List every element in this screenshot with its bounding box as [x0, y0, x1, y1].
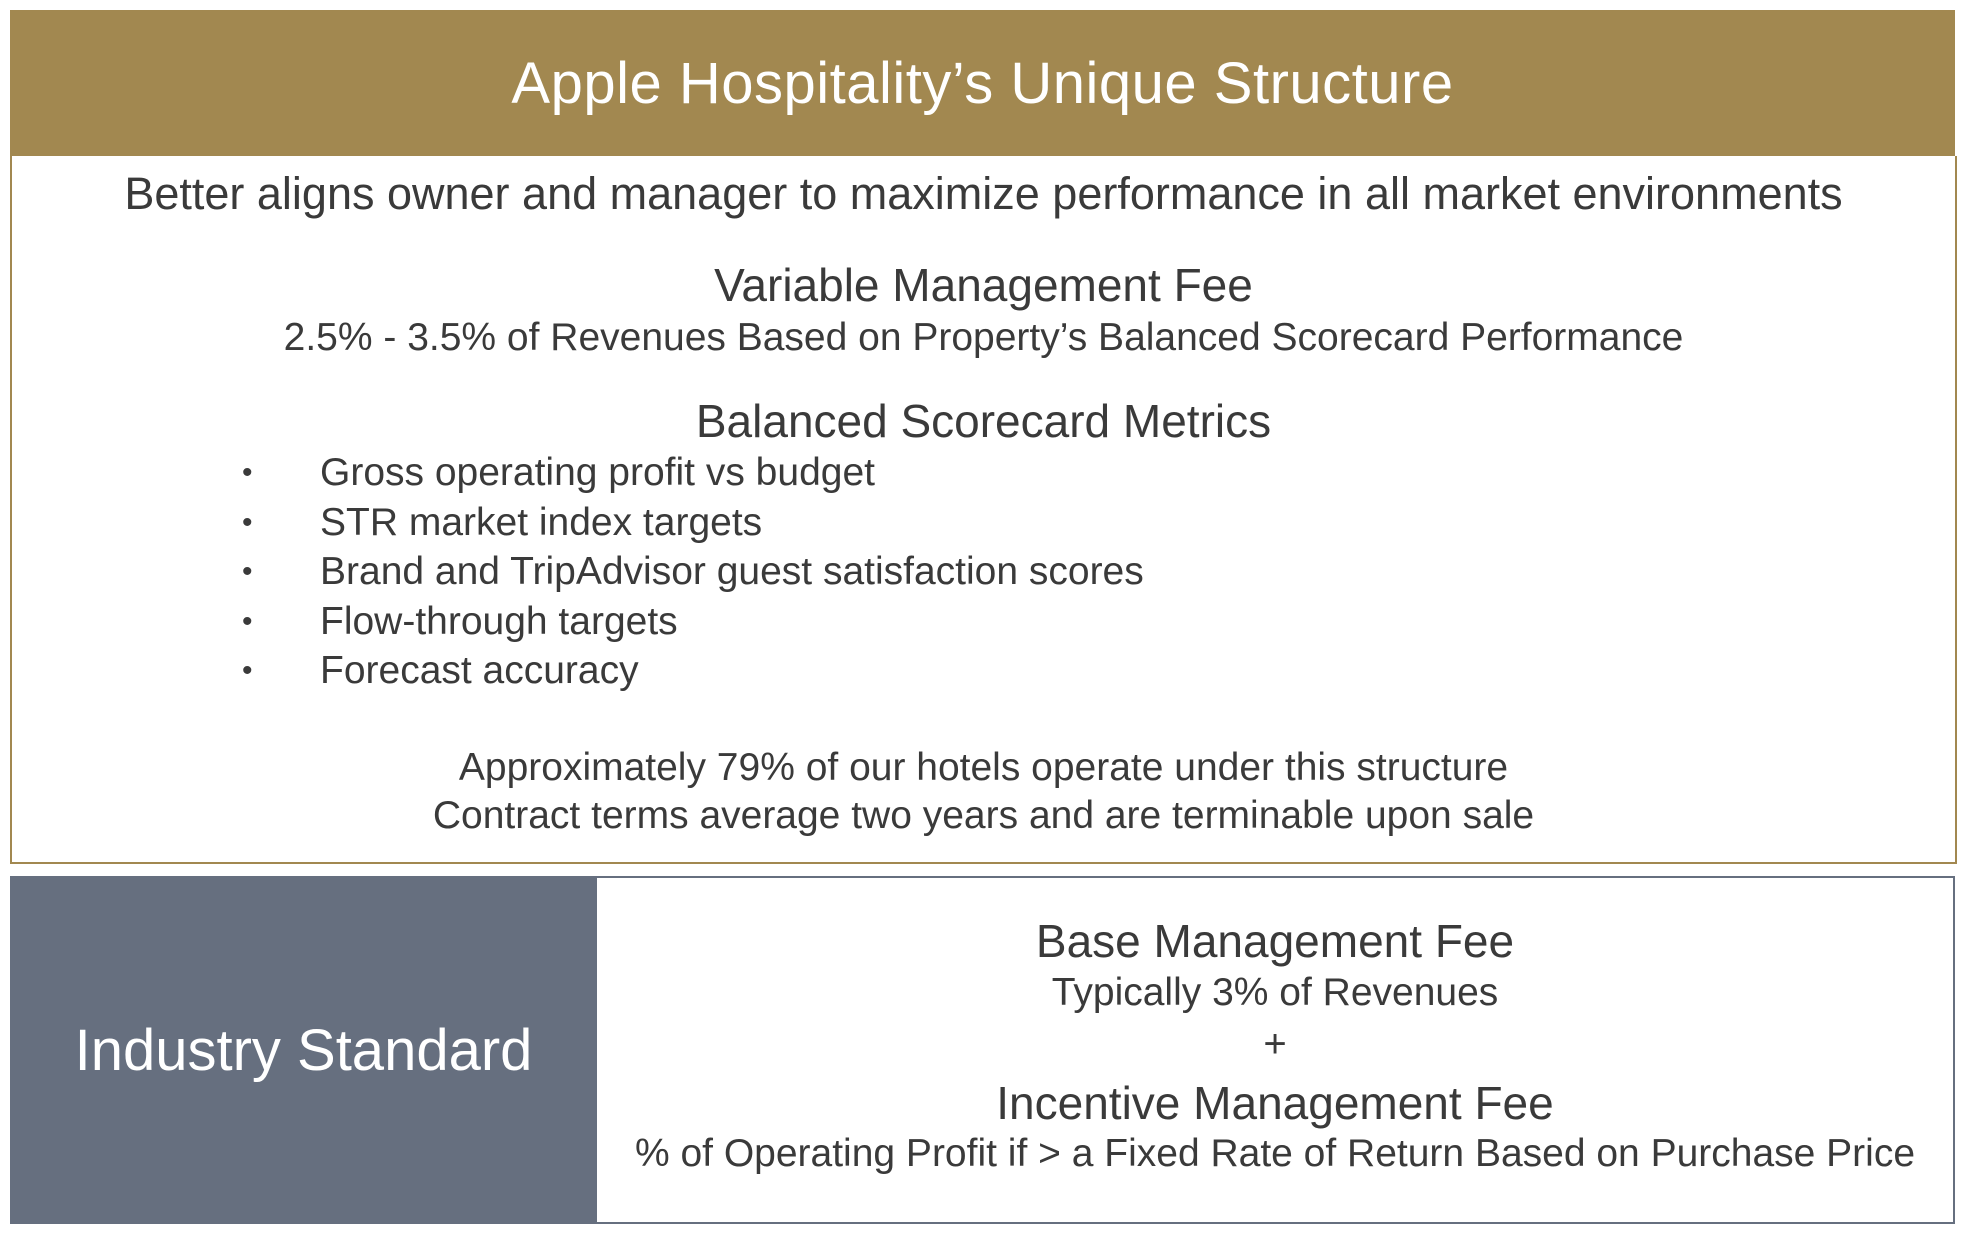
metric-label: Gross operating profit vs budget: [320, 451, 875, 494]
industry-fees-panel: [597, 876, 1955, 1224]
hotels-share-note: Approximately 79% of our hotels operate under this structure: [458, 746, 1509, 789]
list-item: [242, 448, 1144, 498]
apple-structure-panel: [10, 156, 1957, 864]
metric-label: Forecast accuracy: [320, 649, 639, 692]
base-fee-description: Typically 3% of Revenues: [1051, 971, 1499, 1014]
bullet-icon: •: [242, 456, 253, 489]
industry-standard-panel: [10, 876, 597, 1224]
tagline: Better aligns owner and manager to maximize performance in all market environments: [124, 168, 1843, 219]
list-item: [242, 498, 1144, 548]
list-item: [242, 597, 1144, 647]
incentive-fee-description: % of Operating Profit if > a Fixed Rate of Return Based on Purchase Price: [634, 1132, 1916, 1175]
scorecard-metrics-list: [242, 448, 1144, 696]
metric-label: Flow-through targets: [320, 599, 678, 643]
bullet-icon: •: [242, 604, 253, 638]
list-item: [242, 547, 1144, 597]
incentive-fee-heading: Incentive Management Fee: [996, 1077, 1554, 1129]
variable-fee-heading: Variable Management Fee: [714, 259, 1253, 311]
bullet-icon: •: [242, 654, 253, 687]
scorecard-heading: Balanced Scorecard Metrics: [695, 395, 1272, 447]
page-title: Apple Hospitality’s Unique Structure: [511, 50, 1454, 116]
bullet-icon: •: [242, 555, 253, 588]
bullet-icon: •: [242, 505, 253, 539]
contract-terms-note: Contract terms average two years and are terminable upon sale: [432, 794, 1535, 837]
metric-label: Brand and TripAdvisor guest satisfaction scores: [320, 550, 1144, 593]
title-banner: [10, 10, 1955, 156]
variable-fee-description: 2.5% - 3.5% of Revenues Based on Property’s Balanced Scorecard Performance: [283, 316, 1684, 359]
list-item: [242, 646, 1144, 696]
metric-label: STR market index targets: [320, 500, 763, 544]
base-fee-heading: Base Management Fee: [1035, 915, 1515, 967]
plus-sign: +: [1263, 1022, 1287, 1066]
industry-standard-section: [10, 876, 1955, 1224]
industry-standard-label: Industry Standard: [74, 1017, 533, 1083]
